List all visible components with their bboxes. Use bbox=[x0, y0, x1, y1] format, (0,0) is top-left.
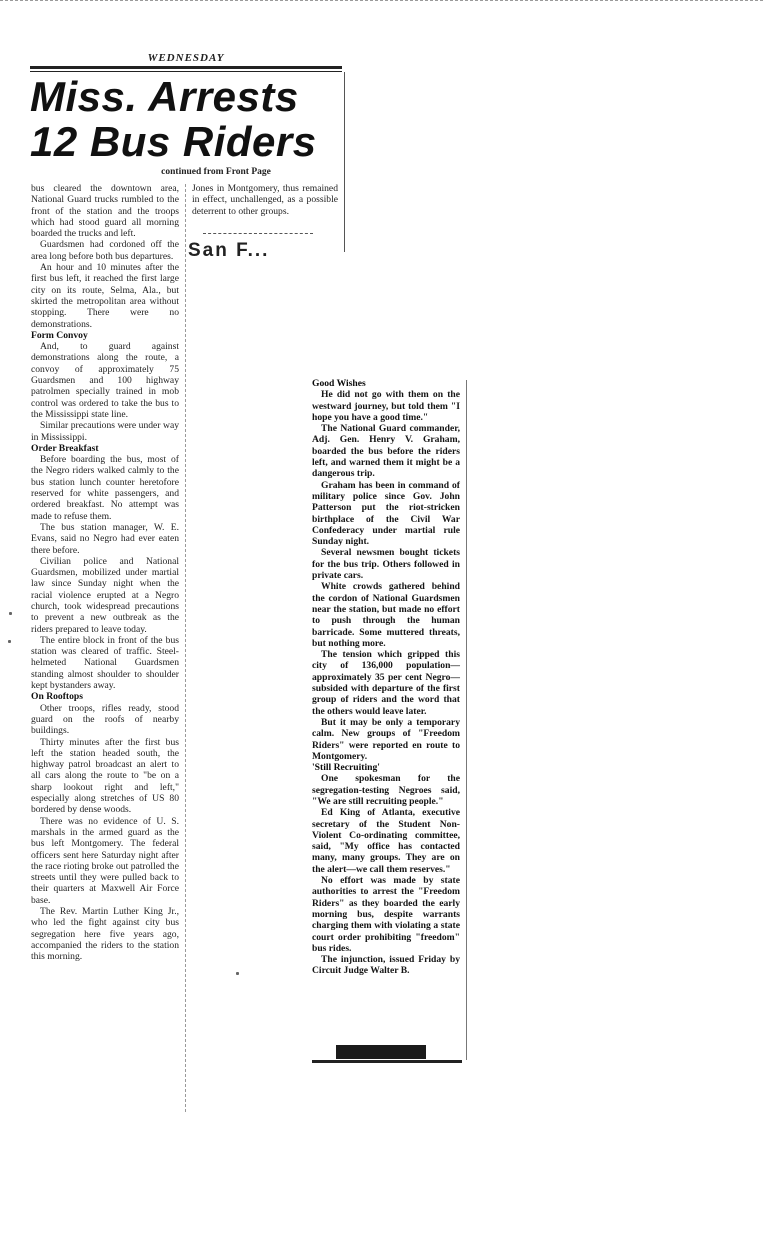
paragraph: Guardsmen had cordoned off the area long before both bus departures. bbox=[31, 239, 179, 262]
cutoff-headline: San F... bbox=[188, 240, 270, 258]
paragraph: Similar precautions were under way in Mississippi. bbox=[31, 420, 179, 443]
headline-box-rule bbox=[344, 72, 345, 252]
paragraph: He did not go with them on the westward journey, but told them "I hope you have a good time." bbox=[312, 389, 460, 423]
subhead: Order Breakfast bbox=[31, 442, 99, 454]
headline bbox=[30, 74, 340, 164]
paragraph: Ed King of Atlanta, executive secretary of the Student Non-Violent Co-ordinating committee, said, "My office has contacted many, many groups. They are on the alert—we call them reserves." bbox=[312, 807, 460, 875]
ink-blot bbox=[336, 1045, 426, 1059]
subhead: Good Wishes bbox=[312, 378, 366, 389]
paragraph: There was no evidence of U. S. marshals in the armed guard as the bus left Montgomery. The federal officers sent here Saturday night after the race rioting broke out patrolled the streets until they were pulled back to their quarters at Maxwell Air Force base. bbox=[31, 815, 179, 906]
paragraph: Civilian police and National Guardsmen, mobilized under martial law since Sunday night when the racial violence erupted at a Negro church, took widespread precautions to prevent a new outbreak as the riders prepared to leave today. bbox=[31, 555, 179, 635]
paragraph: The entire block in front of the bus station was cleared of traffic. Steel-helmeted National Guardsmen standing almost shoulder to shoulder kept bystanders away. bbox=[31, 634, 179, 692]
print-speck bbox=[236, 972, 239, 975]
paragraph: But it may be only a temporary calm. New groups of "Freedom Riders" were reported en route to Montgomery. bbox=[312, 716, 460, 762]
right-column bbox=[312, 378, 460, 977]
middle-column-rule bbox=[203, 233, 313, 234]
header-rule-thick bbox=[30, 66, 342, 69]
paragraph: The bus station manager, W. E. Evans, said no Negro had ever eaten there before. bbox=[31, 521, 179, 556]
paragraph: And, to guard against demonstrations along the route, a convoy of approximately 75 Guardsmen and 100 highway patrolmen specially trained in mob control was ordered to take the bus to the Mississippi state line. bbox=[31, 341, 179, 420]
subhead: 'Still Recruiting' bbox=[312, 762, 380, 774]
paragraph: The Rev. Martin Luther King Jr., who led the fight against city bus segregation here five years ago, accompanied the riders to the station this morning. bbox=[31, 906, 179, 963]
bottom-rule bbox=[312, 1060, 462, 1063]
header-rule-thin bbox=[30, 71, 342, 72]
middle-column bbox=[192, 183, 338, 217]
paragraph: Before boarding the bus, most of the Negro riders walked calmly to the bus station lunch counter heretofore reserved for white passengers, and ordered breakfast. No attempt was made to refuse them. bbox=[31, 454, 179, 522]
page-top-border bbox=[0, 0, 763, 1]
dayline: WEDNESDAY bbox=[147, 52, 225, 64]
paragraph: The injunction, issued Friday by Circuit Judge Walter B. bbox=[312, 954, 460, 977]
paragraph: White crowds gathered behind the cordon of National Guardsmen near the station, but made no effort to push through the human barricade. Some muttered threats, but nothing more. bbox=[312, 581, 460, 649]
paragraph: Several newsmen bought tickets for the bus trip. Others followed in private cars. bbox=[312, 547, 460, 582]
paragraph: Thirty minutes after the first bus left the station headed south, the highway patrol broadcast an alert to all cars along the route to "be on a sharp lookout right and left," especially along stretches of US 80 bordered by dense woods. bbox=[31, 736, 179, 816]
paragraph: One spokesman for the segregation-testing Negroes said, "We are still recruiting people." bbox=[312, 773, 460, 807]
subhead: On Rooftops bbox=[31, 691, 83, 703]
print-speck bbox=[9, 612, 12, 615]
continued-line: continued from Front Page bbox=[161, 167, 271, 177]
headline-line-1: Miss. Arrests bbox=[30, 73, 299, 120]
column-separator-left bbox=[185, 184, 187, 1112]
paragraph: Jones in Montgomery, thus remained in effect, unchallenged, as a possible deterrent to other groups. bbox=[192, 183, 338, 217]
column-separator-right bbox=[466, 380, 467, 1060]
paragraph: The National Guard commander, Adj. Gen. Henry V. Graham, boarded the bus before the riders left, and warned them it might be a dangerous trip. bbox=[312, 423, 460, 480]
print-speck bbox=[8, 640, 11, 643]
paragraph: Graham has been in command of military police since Gov. John Patterson put the riot-stricken birthplace of the Civil War Confederacy under martial rule Sunday night. bbox=[312, 479, 460, 548]
headline-line-2: 12 Bus Riders bbox=[30, 118, 317, 165]
paragraph: bus cleared the downtown area, National Guard trucks rumbled to the front of the station and the troops which had stood guard all morning boarded the trucks and left. bbox=[31, 183, 179, 240]
paragraph: An hour and 10 minutes after the first bus left, it reached the first large city on its route, Selma, Ala., but skirted the metropolitan area without stopping. There were no demonstrations. bbox=[31, 262, 179, 330]
paragraph: No effort was made by state authorities to arrest the "Freedom Riders" as they boarded the early morning bus, despite warrants charging them with violating a state court order prohibiting "freedom" bus rides. bbox=[312, 875, 460, 954]
paragraph: Other troops, rifles ready, stood guard on the roofs of nearby buildings. bbox=[31, 702, 179, 737]
subhead: Form Convoy bbox=[31, 329, 88, 341]
left-column bbox=[31, 183, 179, 962]
paragraph: The tension which gripped this city of 136,000 population—approximately 35 per cent Negro—subsided with departure of the first group of riders and the word that the others would leave later. bbox=[312, 649, 460, 717]
